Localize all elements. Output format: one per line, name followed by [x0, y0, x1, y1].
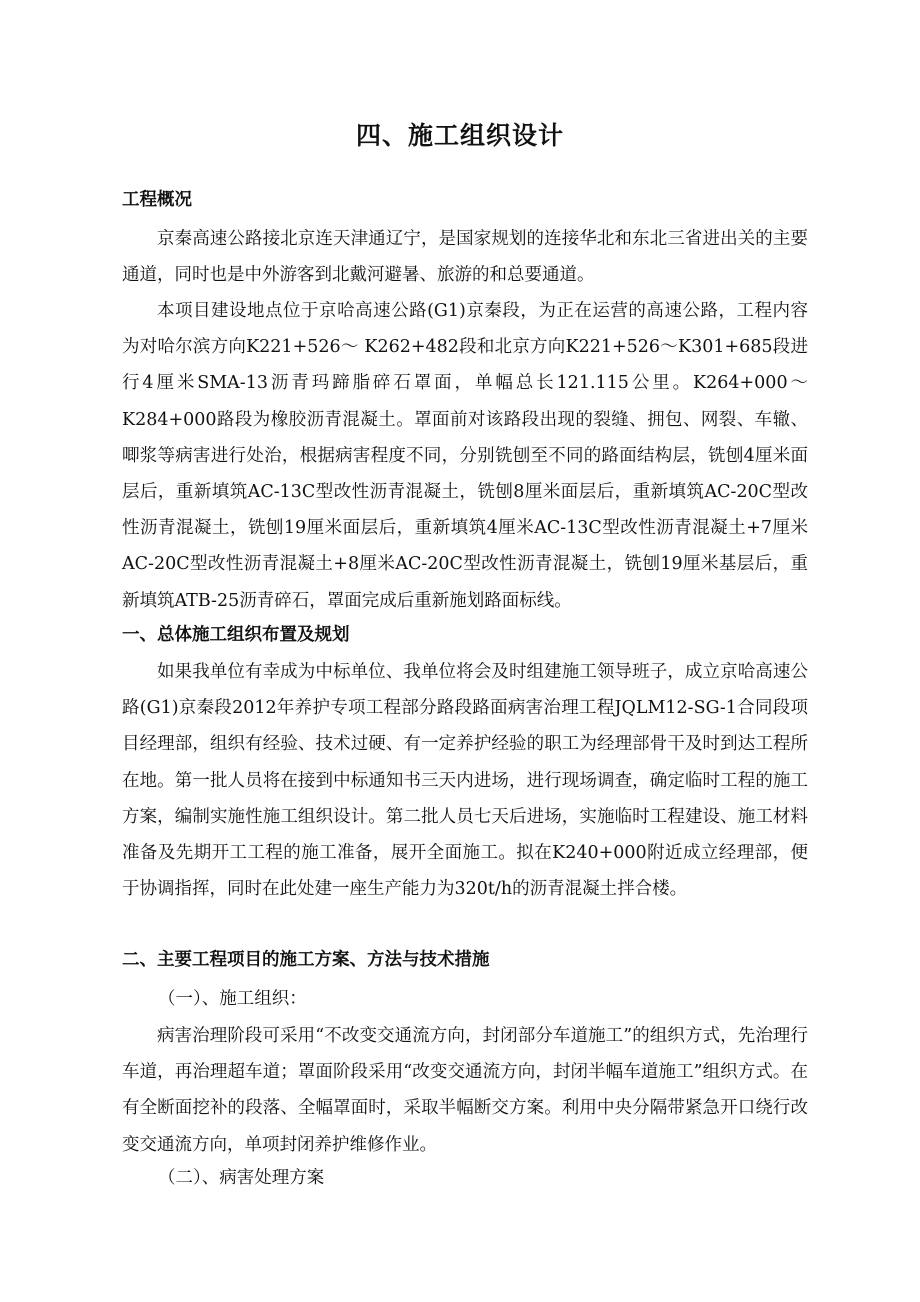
document-title: 四、施工组织设计 [355, 121, 564, 150]
paragraph-overview-1: 京秦高速公路接北京连天津通辽宁，是国家规划的连接华北和东北三省进出关的主要通道，同时也是中外游客到北戴河避暑、旅游的和总要通道。 [122, 229, 808, 286]
section-heading-main-works: 二、主要工程项目的施工方案、方法与技术措施 [122, 950, 490, 970]
section-heading-overview: 工程概况 [122, 190, 192, 210]
paragraph-organization: 病害治理阶段可采用“不改变交通流方向，封闭部分车道施工”的组织方式，先治理行车道，再治理超车道；罩面阶段采用“改变交通流方向，封闭半幅车道施工”组织方式。在有全断面挖补的段落、全幅罩面时，采取半幅断交方案。利用中央分隔带紧急开口绕行改变交通流方向，单项封闭养护维修作业。 [122, 1026, 808, 1155]
subsection-heading-defect-treatment: （二）、病害处理方案 [158, 1168, 325, 1188]
section-heading-general-layout: 一、总体施工组织布置及规划 [122, 625, 350, 645]
subsection-heading-organization: （一）、施工组织： [158, 989, 307, 1009]
paragraph-overview-2: 本项目建设地点位于京哈高速公路(G1)京秦段，为正在运营的高速公路，工程内容为对哈尔滨方向K221+526～ K262+482段和北京方向K221+526～K301+685段进行4厘米SMA-13沥青玛蹄脂碎石罩面，单幅总长121.115公里。K264+000～K284+000路段为橡胶沥青混凝土。罩面前对该路段出现的裂缝、拥包、网裂、车辙、唧浆等病害进行处治，根据病害程度不同，分别铣刨至不同的路面结构层，铣刨4厘米面层后，重新填筑AC-13C型改性沥青混凝土，铣刨8厘米面层后，重新填筑AC-20C型改性沥青混凝土，铣刨19厘米面层后，重新填筑4厘米AC-13C型改性沥青混凝土+7厘米AC-20C型改性沥青混凝土+8厘米AC-20C型改性沥青混凝土，铣刨19厘米基层后，重新填筑ATB-25沥青碎石，罩面完成后重新施划路面标线。 [122, 301, 808, 611]
paragraph-general-layout: 如果我单位有幸成为中标单位、我单位将会及时组建施工领导班子，成立京哈高速公路(G1)京秦段2012年养护专项工程部分路段路面病害治理工程JQLM12-SG-1合同段项目经理部，组织有经验、技术过硬、有一定养护经验的职工为经理部骨干及时到达工程所在地。第一批人员将在接到中标通知书三天内进场，进行现场调查，确定临时工程的施工方案，编制实施性施工组织设计。第二批人员七天后进场，实施临时工程建设、施工材料准备及先期开工工程的施工准备，展开全面施工。拟在K240+000附近成立经理部，便于协调指挥，同时在此处建一座生产能力为320t/h的沥青混凝土拌合楼。 [122, 662, 808, 900]
